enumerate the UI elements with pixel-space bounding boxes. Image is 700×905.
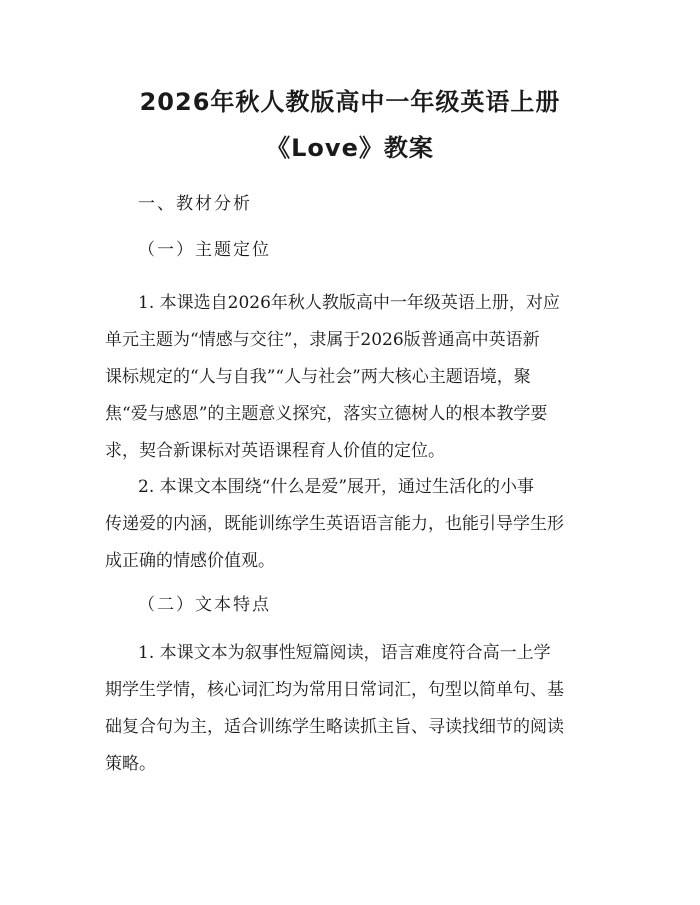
paragraph-line: 成正确的情感价值观。 bbox=[105, 551, 275, 571]
paragraph-line: 2. 本课文本围绕“什么是爱”展开，通过生活化的小事 bbox=[138, 477, 535, 497]
paragraph-text-features-1 bbox=[105, 635, 603, 783]
document-title-line-2: 《Love》教案 bbox=[266, 134, 434, 162]
paragraph-line: 1. 本课文本为叙事性短篇阅读，语言难度符合高一上学 bbox=[138, 643, 551, 663]
paragraph-line: 求，契合新课标对英语课程育人价值的定位。 bbox=[105, 441, 445, 461]
paragraph-theme-1 bbox=[105, 285, 603, 470]
subsection-heading-theme: （一）主题定位 bbox=[138, 240, 271, 260]
paragraph-line: 焦“爱与感恩”的主题意义探究，落实立德树人的根本教学要 bbox=[105, 404, 548, 424]
paragraph-line: 础复合句为主，适合训练学生略读抓主旨、寻读找细节的阅读 bbox=[105, 717, 564, 737]
paragraph-line: 传递爱的内涵，既能训练学生英语语言能力，也能引导学生形 bbox=[105, 514, 564, 534]
paragraph-line: 单元主题为“情感与交往”，隶属于2026版普通高中英语新 bbox=[105, 330, 540, 350]
paragraph-theme-2 bbox=[105, 469, 603, 580]
document-title-line-1: 2026年秋人教版高中一年级英语上册 bbox=[139, 88, 561, 116]
section-heading-textbook-analysis: 一、教材分析 bbox=[138, 194, 252, 214]
paragraph-line: 策略。 bbox=[105, 754, 156, 774]
paragraph-line: 期学生学情，核心词汇均为常用日常词汇，句型以简单句、基 bbox=[105, 680, 564, 700]
paragraph-line: 课标规定的“人与自我”“人与社会”两大核心主题语境，聚 bbox=[105, 367, 531, 387]
subsection-heading-text-features: （二）文本特点 bbox=[138, 595, 271, 615]
paragraph-line: 1. 本课选自2026年秋人教版高中一年级英语上册，对应 bbox=[138, 293, 560, 313]
